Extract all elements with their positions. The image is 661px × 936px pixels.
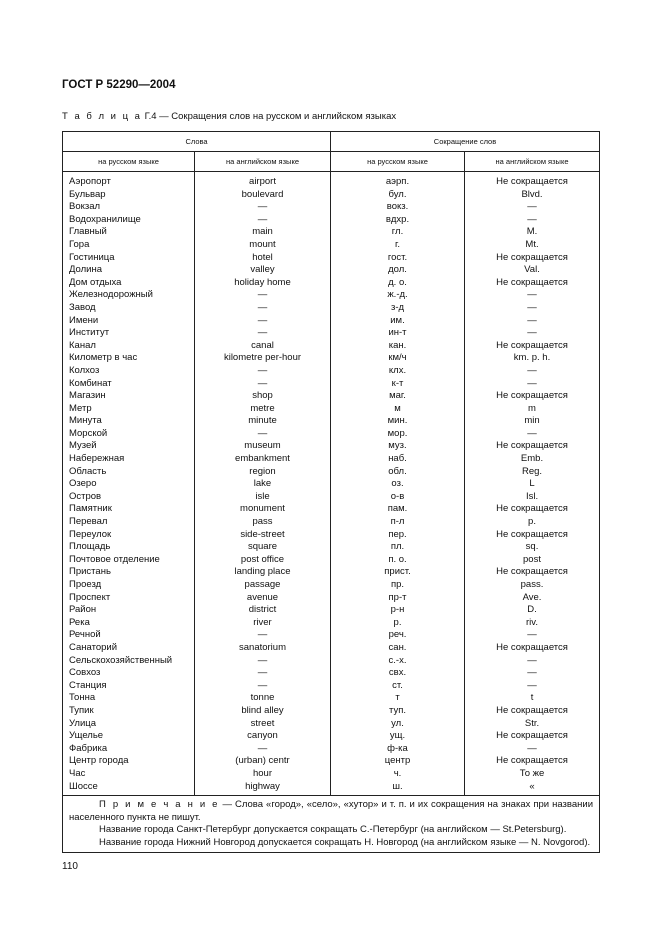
- cell-en-word: —: [195, 365, 331, 378]
- cell-ru-word: Завод: [63, 302, 195, 315]
- cell-ru-abbr: вокз.: [331, 201, 465, 214]
- table-row: [63, 264, 600, 277]
- table-caption: [62, 111, 396, 122]
- cell-ru-abbr: п-л: [331, 516, 465, 529]
- cell-ru-word: Минута: [63, 415, 195, 428]
- table-note: [63, 796, 600, 853]
- table-row: [63, 629, 600, 642]
- cell-ru-word: Морской: [63, 428, 195, 441]
- cell-ru-abbr: туп.: [331, 705, 465, 718]
- cell-ru-abbr: р.: [331, 617, 465, 630]
- cell-en-abbr: sq.: [465, 541, 600, 554]
- cell-ru-abbr: ул.: [331, 718, 465, 731]
- cell-ru-word: Бульвар: [63, 189, 195, 202]
- cell-ru-word: Перевал: [63, 516, 195, 529]
- table-row: [63, 516, 600, 529]
- cell-en-word: canal: [195, 340, 331, 353]
- cell-en-abbr: —: [465, 327, 600, 340]
- group-header-row: [63, 132, 600, 152]
- cell-en-abbr: t: [465, 692, 600, 705]
- sub-header-ru-word: на русском языке: [63, 152, 195, 172]
- cell-en-word: monument: [195, 503, 331, 516]
- cell-en-abbr: Не сокращается: [465, 503, 600, 516]
- group-header-abbreviations: Сокращение слов: [331, 132, 600, 152]
- table-row: [63, 667, 600, 680]
- table-row: [63, 730, 600, 743]
- cell-en-abbr: —: [465, 428, 600, 441]
- cell-en-abbr: —: [465, 629, 600, 642]
- cell-en-word: —: [195, 327, 331, 340]
- table-caption-text: Г.4 — Сокращения слов на русском и английском языках: [141, 111, 397, 122]
- table-row: [63, 201, 600, 214]
- cell-ru-word: Пристань: [63, 566, 195, 579]
- table-row: [63, 252, 600, 265]
- cell-ru-word: Река: [63, 617, 195, 630]
- sub-header-ru-abbr: на русском языке: [331, 152, 465, 172]
- table-row: [63, 315, 600, 328]
- cell-ru-abbr: пр-т: [331, 592, 465, 605]
- table-row: [63, 289, 600, 302]
- cell-en-abbr: m: [465, 403, 600, 416]
- cell-ru-word: Шоссе: [63, 781, 195, 796]
- cell-ru-abbr: ст.: [331, 680, 465, 693]
- cell-en-abbr: Не сокращается: [465, 755, 600, 768]
- cell-ru-abbr: центр: [331, 755, 465, 768]
- table-row: [63, 440, 600, 453]
- sub-header-en-abbr: на английском языке: [465, 152, 600, 172]
- cell-ru-word: Проспект: [63, 592, 195, 605]
- cell-ru-abbr: ч.: [331, 768, 465, 781]
- cell-en-word: mount: [195, 239, 331, 252]
- table-row: [63, 642, 600, 655]
- table-row: [63, 390, 600, 403]
- cell-en-word: lake: [195, 478, 331, 491]
- cell-en-abbr: —: [465, 680, 600, 693]
- cell-en-word: —: [195, 667, 331, 680]
- cell-en-abbr: Не сокращается: [465, 529, 600, 542]
- cell-ru-abbr: ж.-д.: [331, 289, 465, 302]
- cell-en-word: kilometre per-hour: [195, 352, 331, 365]
- cell-en-word: street: [195, 718, 331, 731]
- note-line-2: Название города Санкт-Петербург допускается сокращать С.-Петербург (на английском — St.Petersburg).: [99, 824, 567, 836]
- table-row: [63, 415, 600, 428]
- table-row: [63, 554, 600, 567]
- cell-en-word: holiday home: [195, 277, 331, 290]
- cell-en-word: avenue: [195, 592, 331, 605]
- cell-en-abbr: Ave.: [465, 592, 600, 605]
- table-row: [63, 592, 600, 605]
- cell-en-word: valley: [195, 264, 331, 277]
- table-row: [63, 692, 600, 705]
- table-body: [63, 172, 600, 796]
- cell-en-word: post office: [195, 554, 331, 567]
- cell-ru-word: Санаторий: [63, 642, 195, 655]
- cell-ru-word: Метр: [63, 403, 195, 416]
- cell-en-word: —: [195, 655, 331, 668]
- cell-en-word: canyon: [195, 730, 331, 743]
- cell-ru-abbr: пам.: [331, 503, 465, 516]
- sub-header-row: [63, 152, 600, 172]
- cell-ru-word: Канал: [63, 340, 195, 353]
- cell-ru-abbr: гост.: [331, 252, 465, 265]
- table-row: [63, 277, 600, 290]
- abbreviations-table: [62, 131, 600, 853]
- table-row: [63, 768, 600, 781]
- cell-en-abbr: —: [465, 655, 600, 668]
- cell-ru-abbr: свх.: [331, 667, 465, 680]
- cell-ru-word: Совхоз: [63, 667, 195, 680]
- cell-ru-word: Район: [63, 604, 195, 617]
- table-row: [63, 566, 600, 579]
- cell-ru-abbr: аэрп.: [331, 172, 465, 189]
- cell-en-abbr: km. p. h.: [465, 352, 600, 365]
- cell-ru-abbr: сан.: [331, 642, 465, 655]
- cell-en-abbr: Emb.: [465, 453, 600, 466]
- cell-en-abbr: Val.: [465, 264, 600, 277]
- table-row: [63, 705, 600, 718]
- cell-en-abbr: pass.: [465, 579, 600, 592]
- cell-en-word: —: [195, 428, 331, 441]
- table-row: [63, 503, 600, 516]
- cell-ru-abbr: им.: [331, 315, 465, 328]
- cell-ru-word: Улица: [63, 718, 195, 731]
- cell-en-word: museum: [195, 440, 331, 453]
- cell-ru-word: Переулок: [63, 529, 195, 542]
- cell-ru-word: Остров: [63, 491, 195, 504]
- note-text: — Слова «город», «село», «хутор» и т. п. и их сокращения на знаках при названии населенного пункта не пишут.: [69, 799, 593, 823]
- cell-ru-abbr: муз.: [331, 440, 465, 453]
- cell-ru-abbr: км/ч: [331, 352, 465, 365]
- cell-ru-word: Комбинат: [63, 378, 195, 391]
- cell-en-abbr: Str.: [465, 718, 600, 731]
- cell-en-abbr: min: [465, 415, 600, 428]
- cell-ru-abbr: д. о.: [331, 277, 465, 290]
- cell-ru-word: Гора: [63, 239, 195, 252]
- cell-en-word: region: [195, 466, 331, 479]
- page-number: 110: [62, 861, 78, 872]
- cell-ru-abbr: з-д: [331, 302, 465, 315]
- note-label: П р и м е ч а н и е: [99, 799, 220, 811]
- cell-ru-abbr: дол.: [331, 264, 465, 277]
- table-row: [63, 680, 600, 693]
- cell-en-word: highway: [195, 781, 331, 796]
- cell-en-abbr: Не сокращается: [465, 390, 600, 403]
- table-row: [63, 189, 600, 202]
- cell-ru-abbr: мин.: [331, 415, 465, 428]
- cell-en-abbr: Mt.: [465, 239, 600, 252]
- cell-ru-word: Тупик: [63, 705, 195, 718]
- table-row: [63, 466, 600, 479]
- table-row: [63, 365, 600, 378]
- table-row: [63, 352, 600, 365]
- cell-en-abbr: post: [465, 554, 600, 567]
- table-row: [63, 579, 600, 592]
- cell-en-word: minute: [195, 415, 331, 428]
- cell-en-word: district: [195, 604, 331, 617]
- cell-en-abbr: —: [465, 214, 600, 227]
- cell-ru-abbr: клх.: [331, 365, 465, 378]
- cell-en-word: —: [195, 378, 331, 391]
- cell-ru-abbr: ин-т: [331, 327, 465, 340]
- sub-header-en-word: на английском языке: [195, 152, 331, 172]
- cell-en-word: square: [195, 541, 331, 554]
- cell-ru-word: Почтовое отделение: [63, 554, 195, 567]
- cell-en-word: —: [195, 302, 331, 315]
- cell-en-abbr: Не сокращается: [465, 252, 600, 265]
- cell-ru-word: Час: [63, 768, 195, 781]
- cell-en-abbr: —: [465, 378, 600, 391]
- cell-en-abbr: Не сокращается: [465, 277, 600, 290]
- cell-ru-abbr: кан.: [331, 340, 465, 353]
- cell-en-abbr: —: [465, 315, 600, 328]
- table-row: [63, 529, 600, 542]
- cell-ru-abbr: наб.: [331, 453, 465, 466]
- cell-en-word: —: [195, 680, 331, 693]
- cell-ru-word: Гостиница: [63, 252, 195, 265]
- cell-ru-word: Тонна: [63, 692, 195, 705]
- cell-en-abbr: Blvd.: [465, 189, 600, 202]
- cell-en-abbr: Reg.: [465, 466, 600, 479]
- cell-ru-word: Колхоз: [63, 365, 195, 378]
- cell-ru-abbr: реч.: [331, 629, 465, 642]
- cell-en-abbr: Не сокращается: [465, 340, 600, 353]
- cell-en-word: metre: [195, 403, 331, 416]
- cell-en-word: hotel: [195, 252, 331, 265]
- cell-ru-abbr: к-т: [331, 378, 465, 391]
- cell-ru-abbr: обл.: [331, 466, 465, 479]
- cell-en-abbr: L: [465, 478, 600, 491]
- cell-en-word: tonne: [195, 692, 331, 705]
- cell-en-word: —: [195, 315, 331, 328]
- cell-ru-abbr: м: [331, 403, 465, 416]
- cell-ru-word: Набережная: [63, 453, 195, 466]
- cell-ru-word: Центр города: [63, 755, 195, 768]
- cell-en-word: blind alley: [195, 705, 331, 718]
- cell-ru-abbr: пер.: [331, 529, 465, 542]
- cell-en-word: isle: [195, 491, 331, 504]
- cell-en-word: side-street: [195, 529, 331, 542]
- cell-ru-abbr: р-н: [331, 604, 465, 617]
- cell-en-word: —: [195, 289, 331, 302]
- cell-ru-word: Площадь: [63, 541, 195, 554]
- table-row: [63, 478, 600, 491]
- cell-ru-word: Музей: [63, 440, 195, 453]
- cell-en-abbr: Не сокращается: [465, 172, 600, 189]
- cell-ru-abbr: с.-х.: [331, 655, 465, 668]
- table-row: [63, 327, 600, 340]
- cell-en-abbr: То же: [465, 768, 600, 781]
- cell-ru-abbr: ущ.: [331, 730, 465, 743]
- cell-en-abbr: —: [465, 743, 600, 756]
- cell-ru-word: Проезд: [63, 579, 195, 592]
- cell-ru-abbr: вдхр.: [331, 214, 465, 227]
- table-row: [63, 428, 600, 441]
- cell-ru-word: Ущелье: [63, 730, 195, 743]
- table-row: [63, 743, 600, 756]
- cell-ru-word: Аэропорт: [63, 172, 195, 189]
- cell-en-word: airport: [195, 172, 331, 189]
- cell-ru-word: Долина: [63, 264, 195, 277]
- table-row: [63, 172, 600, 189]
- cell-en-word: (urban) centr: [195, 755, 331, 768]
- cell-en-abbr: —: [465, 289, 600, 302]
- cell-ru-word: Километр в час: [63, 352, 195, 365]
- cell-ru-word: Институт: [63, 327, 195, 340]
- table-row: [63, 755, 600, 768]
- cell-en-abbr: —: [465, 365, 600, 378]
- cell-en-word: hour: [195, 768, 331, 781]
- document-code: ГОСТ Р 52290—2004: [62, 79, 176, 91]
- group-header-words: Слова: [63, 132, 331, 152]
- cell-en-word: boulevard: [195, 189, 331, 202]
- table-caption-label: Т а б л и ц а: [62, 111, 142, 122]
- cell-ru-word: Сельскохозяйственный: [63, 655, 195, 668]
- cell-ru-abbr: маг.: [331, 390, 465, 403]
- cell-ru-word: Магазин: [63, 390, 195, 403]
- cell-en-word: pass: [195, 516, 331, 529]
- cell-ru-word: Фабрика: [63, 743, 195, 756]
- table-row: [63, 340, 600, 353]
- table-row: [63, 378, 600, 391]
- cell-ru-word: Дом отдыха: [63, 277, 195, 290]
- cell-ru-word: Железнодорожный: [63, 289, 195, 302]
- cell-ru-word: Станция: [63, 680, 195, 693]
- cell-en-word: —: [195, 629, 331, 642]
- cell-ru-word: Вокзал: [63, 201, 195, 214]
- cell-ru-word: Памятник: [63, 503, 195, 516]
- cell-ru-word: Речной: [63, 629, 195, 642]
- cell-ru-abbr: прист.: [331, 566, 465, 579]
- cell-en-abbr: Не сокращается: [465, 730, 600, 743]
- cell-en-word: —: [195, 201, 331, 214]
- cell-en-abbr: p.: [465, 516, 600, 529]
- cell-en-abbr: Не сокращается: [465, 566, 600, 579]
- table-row: [63, 604, 600, 617]
- cell-en-word: landing place: [195, 566, 331, 579]
- cell-en-abbr: D.: [465, 604, 600, 617]
- cell-en-abbr: Не сокращается: [465, 705, 600, 718]
- cell-ru-word: Имени: [63, 315, 195, 328]
- cell-en-word: —: [195, 743, 331, 756]
- table-row: [63, 403, 600, 416]
- cell-ru-abbr: гл.: [331, 226, 465, 239]
- cell-ru-abbr: пр.: [331, 579, 465, 592]
- cell-en-word: passage: [195, 579, 331, 592]
- note-line-1: [69, 799, 593, 824]
- cell-ru-abbr: ш.: [331, 781, 465, 796]
- cell-ru-abbr: ф-ка: [331, 743, 465, 756]
- table-row: [63, 541, 600, 554]
- table-row: [63, 214, 600, 227]
- table-row: [63, 226, 600, 239]
- cell-en-word: —: [195, 214, 331, 227]
- cell-ru-abbr: г.: [331, 239, 465, 252]
- table-row: [63, 302, 600, 315]
- table-row: [63, 718, 600, 731]
- cell-ru-abbr: бул.: [331, 189, 465, 202]
- cell-en-abbr: —: [465, 667, 600, 680]
- cell-ru-word: Главный: [63, 226, 195, 239]
- cell-en-abbr: riv.: [465, 617, 600, 630]
- table-row: [63, 453, 600, 466]
- cell-ru-word: Озеро: [63, 478, 195, 491]
- cell-en-abbr: «: [465, 781, 600, 796]
- cell-ru-word: Водохранилище: [63, 214, 195, 227]
- table-row: [63, 491, 600, 504]
- table-row: [63, 781, 600, 796]
- cell-en-abbr: M.: [465, 226, 600, 239]
- table-row: [63, 655, 600, 668]
- cell-en-abbr: Isl.: [465, 491, 600, 504]
- cell-en-abbr: Не сокращается: [465, 440, 600, 453]
- cell-ru-abbr: пл.: [331, 541, 465, 554]
- cell-ru-word: Область: [63, 466, 195, 479]
- cell-en-word: river: [195, 617, 331, 630]
- table-row: [63, 617, 600, 630]
- note-row: [63, 796, 600, 853]
- table-row: [63, 239, 600, 252]
- cell-en-abbr: —: [465, 201, 600, 214]
- cell-en-word: shop: [195, 390, 331, 403]
- cell-en-abbr: —: [465, 302, 600, 315]
- cell-ru-abbr: п. о.: [331, 554, 465, 567]
- cell-ru-abbr: о-в: [331, 491, 465, 504]
- cell-ru-abbr: мор.: [331, 428, 465, 441]
- cell-en-abbr: Не сокращается: [465, 642, 600, 655]
- cell-en-word: embankment: [195, 453, 331, 466]
- cell-en-word: sanatorium: [195, 642, 331, 655]
- cell-ru-abbr: оз.: [331, 478, 465, 491]
- note-line-3: Название города Нижний Новгород допускается сокращать Н. Новгород (на английском языке — N. Novgorod).: [99, 836, 591, 848]
- cell-ru-abbr: т: [331, 692, 465, 705]
- cell-en-word: main: [195, 226, 331, 239]
